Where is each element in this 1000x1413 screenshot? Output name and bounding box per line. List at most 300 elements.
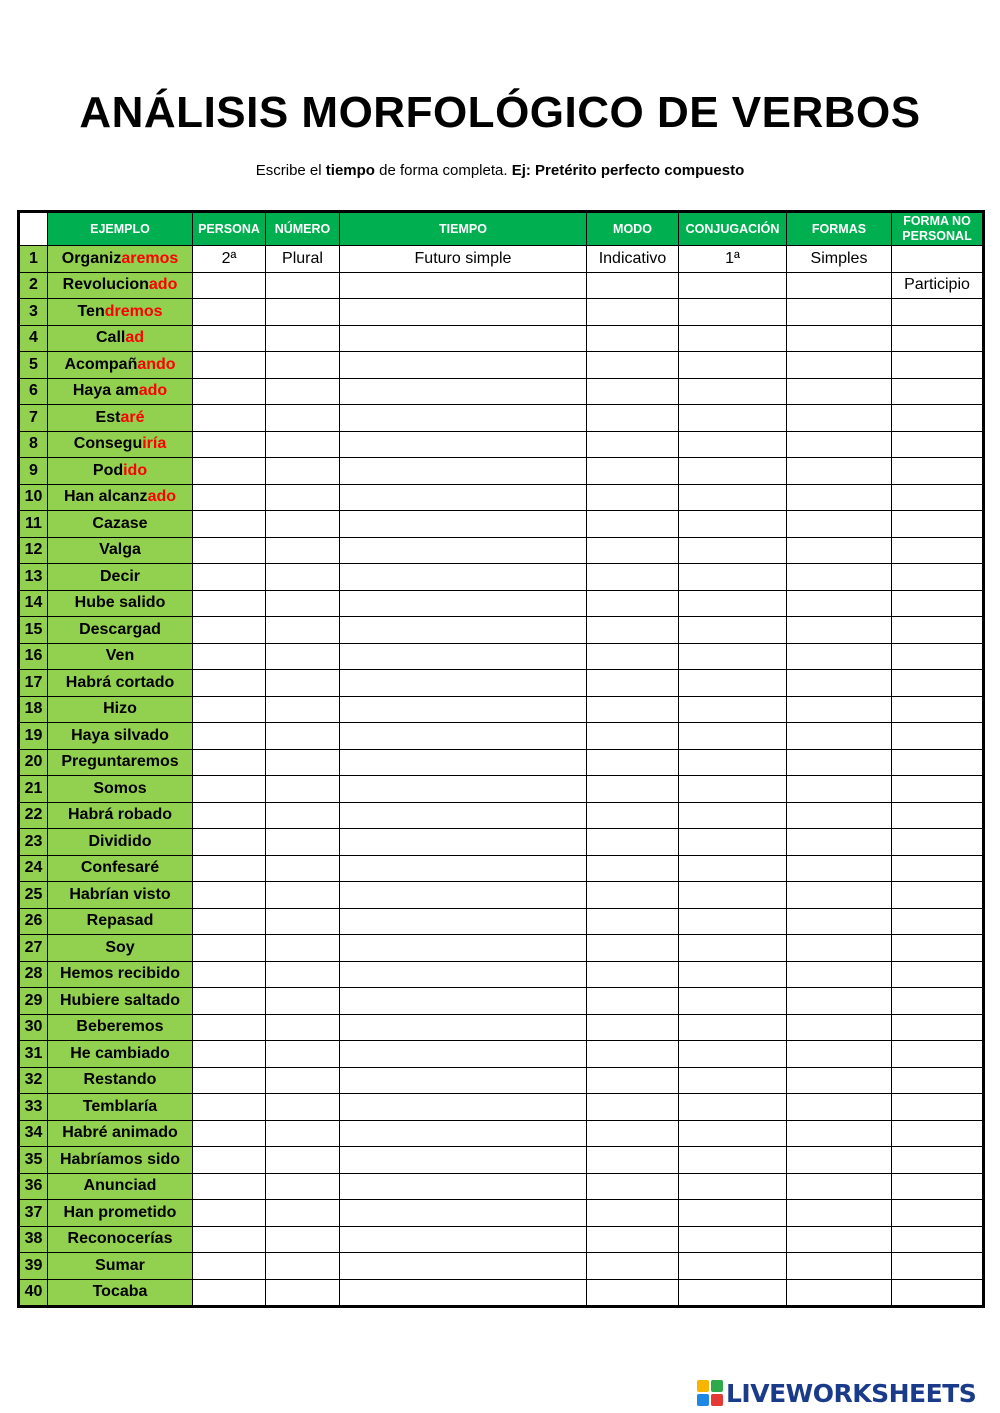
answer-cell-no-personal[interactable]: [892, 537, 984, 564]
answer-cell-modo[interactable]: [587, 802, 679, 829]
answer-cell-persona[interactable]: [193, 749, 266, 776]
answer-cell-tiempo[interactable]: [340, 988, 587, 1015]
answer-cell-no-personal[interactable]: [892, 511, 984, 538]
answer-cell-persona[interactable]: [193, 1067, 266, 1094]
answer-cell-numero[interactable]: [266, 405, 340, 432]
answer-cell-tiempo[interactable]: [340, 431, 587, 458]
answer-cell-modo[interactable]: [587, 405, 679, 432]
answer-cell-modo[interactable]: [587, 564, 679, 591]
answer-cell-formas[interactable]: [787, 1067, 892, 1094]
answer-cell-numero[interactable]: [266, 1200, 340, 1227]
answer-cell-conjugacion[interactable]: [679, 961, 787, 988]
answer-cell-persona[interactable]: [193, 431, 266, 458]
answer-cell-numero[interactable]: [266, 988, 340, 1015]
answer-cell-numero[interactable]: [266, 1147, 340, 1174]
answer-cell-tiempo[interactable]: [340, 299, 587, 326]
answer-cell-persona[interactable]: [193, 723, 266, 750]
answer-cell-formas[interactable]: [787, 1094, 892, 1121]
answer-cell-conjugacion[interactable]: [679, 431, 787, 458]
answer-cell-tiempo[interactable]: [340, 1014, 587, 1041]
answer-cell-numero[interactable]: [266, 1041, 340, 1068]
answer-cell-formas[interactable]: [787, 776, 892, 803]
answer-cell-formas[interactable]: [787, 352, 892, 379]
answer-cell-conjugacion[interactable]: [679, 696, 787, 723]
answer-cell-conjugacion[interactable]: [679, 405, 787, 432]
answer-cell-modo[interactable]: [587, 908, 679, 935]
answer-cell-no-personal[interactable]: [892, 1173, 984, 1200]
answer-cell-formas[interactable]: [787, 670, 892, 697]
answer-cell-formas[interactable]: Simples: [787, 246, 892, 273]
answer-cell-no-personal[interactable]: [892, 617, 984, 644]
answer-cell-persona[interactable]: [193, 670, 266, 697]
answer-cell-tiempo[interactable]: [340, 908, 587, 935]
answer-cell-persona[interactable]: [193, 1014, 266, 1041]
answer-cell-formas[interactable]: [787, 802, 892, 829]
instructions-part-2: tiempo: [325, 162, 375, 179]
answer-cell-formas[interactable]: [787, 1226, 892, 1253]
answer-cell-no-personal[interactable]: [892, 643, 984, 670]
answer-cell-conjugacion[interactable]: [679, 352, 787, 379]
answer-cell-conjugacion[interactable]: [679, 378, 787, 405]
answer-cell-conjugacion[interactable]: [679, 1226, 787, 1253]
answer-cell-persona[interactable]: [193, 1253, 266, 1280]
answer-cell-modo[interactable]: [587, 272, 679, 299]
row-number: 11: [19, 511, 48, 538]
table-row: [19, 643, 984, 670]
answer-cell-formas[interactable]: [787, 272, 892, 299]
answer-cell-tiempo[interactable]: [340, 590, 587, 617]
verb-stem: Habré animado: [62, 1124, 178, 1142]
answer-cell-tiempo[interactable]: [340, 670, 587, 697]
answer-cell-modo[interactable]: [587, 1173, 679, 1200]
answer-cell-tiempo[interactable]: [340, 617, 587, 644]
answer-cell-formas[interactable]: [787, 749, 892, 776]
answer-cell-numero[interactable]: [266, 617, 340, 644]
answer-cell-modo[interactable]: [587, 1147, 679, 1174]
answer-cell-formas[interactable]: [787, 961, 892, 988]
answer-cell-conjugacion[interactable]: [679, 882, 787, 909]
answer-cell-modo[interactable]: [587, 961, 679, 988]
answer-cell-tiempo[interactable]: [340, 325, 587, 352]
answer-cell-no-personal[interactable]: [892, 405, 984, 432]
answer-cell-tiempo[interactable]: [340, 564, 587, 591]
answer-cell-modo[interactable]: [587, 1253, 679, 1280]
answer-cell-numero[interactable]: [266, 935, 340, 962]
answer-cell-no-personal[interactable]: [892, 988, 984, 1015]
answer-cell-no-personal[interactable]: [892, 1067, 984, 1094]
answer-cell-persona[interactable]: [193, 325, 266, 352]
answer-cell-tiempo[interactable]: [340, 1120, 587, 1147]
row-number: 33: [19, 1094, 48, 1121]
answer-cell-numero[interactable]: [266, 458, 340, 485]
answer-cell-tiempo[interactable]: [340, 272, 587, 299]
answer-cell-formas[interactable]: [787, 378, 892, 405]
answer-cell-numero[interactable]: [266, 1014, 340, 1041]
answer-cell-conjugacion[interactable]: [679, 272, 787, 299]
answer-cell-modo[interactable]: [587, 1226, 679, 1253]
answer-cell-conjugacion[interactable]: [679, 776, 787, 803]
answer-cell-tiempo[interactable]: [340, 643, 587, 670]
answer-cell-no-personal[interactable]: [892, 749, 984, 776]
answer-cell-formas[interactable]: [787, 537, 892, 564]
answer-cell-conjugacion[interactable]: [679, 325, 787, 352]
answer-cell-tiempo[interactable]: [340, 829, 587, 856]
answer-cell-numero[interactable]: [266, 643, 340, 670]
answer-cell-formas[interactable]: [787, 723, 892, 750]
answer-cell-no-personal[interactable]: [892, 855, 984, 882]
answer-cell-formas[interactable]: [787, 1120, 892, 1147]
example-verb: [48, 405, 193, 432]
answer-cell-no-personal[interactable]: Participio: [892, 272, 984, 299]
answer-cell-modo[interactable]: [587, 352, 679, 379]
answer-cell-tiempo[interactable]: [340, 378, 587, 405]
answer-cell-modo[interactable]: [587, 1067, 679, 1094]
answer-cell-no-personal[interactable]: [892, 299, 984, 326]
answer-cell-persona[interactable]: [193, 961, 266, 988]
answer-cell-formas[interactable]: [787, 564, 892, 591]
answer-cell-numero[interactable]: [266, 299, 340, 326]
answer-cell-numero[interactable]: [266, 961, 340, 988]
answer-cell-tiempo[interactable]: [340, 484, 587, 511]
header-row: [19, 212, 984, 246]
answer-cell-numero[interactable]: [266, 352, 340, 379]
answer-cell-formas[interactable]: [787, 855, 892, 882]
answer-cell-persona[interactable]: [193, 855, 266, 882]
answer-cell-modo[interactable]: [587, 1279, 679, 1307]
answer-cell-formas[interactable]: [787, 1279, 892, 1307]
answer-cell-tiempo[interactable]: [340, 1253, 587, 1280]
answer-cell-no-personal[interactable]: [892, 670, 984, 697]
answer-cell-tiempo[interactable]: [340, 935, 587, 962]
table-row: [19, 855, 984, 882]
answer-cell-no-personal[interactable]: [892, 1014, 984, 1041]
answer-cell-conjugacion[interactable]: [679, 1173, 787, 1200]
answer-cell-conjugacion[interactable]: [679, 590, 787, 617]
answer-cell-conjugacion[interactable]: [679, 723, 787, 750]
answer-cell-formas[interactable]: [787, 405, 892, 432]
answer-cell-tiempo[interactable]: [340, 802, 587, 829]
answer-cell-no-personal[interactable]: [892, 802, 984, 829]
answer-cell-modo[interactable]: [587, 776, 679, 803]
answer-cell-tiempo[interactable]: [340, 1200, 587, 1227]
answer-cell-no-personal[interactable]: [892, 352, 984, 379]
answer-cell-conjugacion[interactable]: [679, 1200, 787, 1227]
answer-cell-numero[interactable]: [266, 537, 340, 564]
answer-cell-persona[interactable]: [193, 1173, 266, 1200]
answer-cell-tiempo[interactable]: [340, 537, 587, 564]
answer-cell-formas[interactable]: [787, 511, 892, 538]
answer-cell-persona[interactable]: [193, 299, 266, 326]
answer-cell-numero[interactable]: [266, 776, 340, 803]
answer-cell-formas[interactable]: [787, 1200, 892, 1227]
answer-cell-tiempo[interactable]: [340, 723, 587, 750]
answer-cell-conjugacion[interactable]: [679, 670, 787, 697]
answer-cell-conjugacion[interactable]: [679, 564, 787, 591]
answer-cell-formas[interactable]: [787, 696, 892, 723]
answer-cell-no-personal[interactable]: [892, 1041, 984, 1068]
answer-cell-persona[interactable]: [193, 405, 266, 432]
answer-cell-conjugacion[interactable]: [679, 537, 787, 564]
answer-cell-conjugacion[interactable]: [679, 1253, 787, 1280]
answer-cell-modo[interactable]: [587, 458, 679, 485]
answer-cell-conjugacion[interactable]: [679, 643, 787, 670]
answer-cell-formas[interactable]: [787, 1173, 892, 1200]
answer-cell-persona[interactable]: [193, 829, 266, 856]
answer-cell-persona[interactable]: [193, 1041, 266, 1068]
answer-cell-conjugacion[interactable]: [679, 484, 787, 511]
answer-cell-numero[interactable]: [266, 749, 340, 776]
answer-cell-tiempo[interactable]: [340, 405, 587, 432]
answer-cell-numero[interactable]: [266, 1226, 340, 1253]
answer-cell-numero[interactable]: [266, 325, 340, 352]
answer-cell-formas[interactable]: [787, 458, 892, 485]
answer-cell-no-personal[interactable]: [892, 961, 984, 988]
answer-cell-persona[interactable]: [193, 1226, 266, 1253]
liveworksheets-logo-icon: [697, 1380, 723, 1406]
verb-stem: Beberemos: [76, 1018, 164, 1036]
answer-cell-conjugacion[interactable]: [679, 908, 787, 935]
answer-cell-tiempo[interactable]: [340, 1226, 587, 1253]
answer-cell-persona[interactable]: [193, 935, 266, 962]
answer-cell-tiempo[interactable]: [340, 1067, 587, 1094]
answer-cell-tiempo[interactable]: [340, 749, 587, 776]
answer-cell-persona[interactable]: [193, 1094, 266, 1121]
answer-cell-conjugacion[interactable]: [679, 749, 787, 776]
answer-cell-no-personal[interactable]: [892, 325, 984, 352]
answer-cell-modo[interactable]: [587, 511, 679, 538]
answer-cell-persona[interactable]: [193, 1279, 266, 1307]
answer-cell-numero[interactable]: [266, 723, 340, 750]
answer-cell-numero[interactable]: [266, 511, 340, 538]
answer-cell-modo[interactable]: [587, 723, 679, 750]
answer-cell-no-personal[interactable]: [892, 458, 984, 485]
answer-cell-persona[interactable]: [193, 352, 266, 379]
answer-cell-numero[interactable]: [266, 1067, 340, 1094]
answer-cell-tiempo[interactable]: [340, 1094, 587, 1121]
answer-cell-numero[interactable]: [266, 696, 340, 723]
answer-cell-numero[interactable]: [266, 829, 340, 856]
answer-cell-no-personal[interactable]: [892, 378, 984, 405]
answer-cell-modo[interactable]: [587, 882, 679, 909]
answer-cell-modo[interactable]: [587, 1094, 679, 1121]
answer-cell-modo[interactable]: [587, 829, 679, 856]
answer-cell-no-personal[interactable]: [892, 1147, 984, 1174]
answer-cell-formas[interactable]: [787, 299, 892, 326]
answer-cell-tiempo[interactable]: [340, 696, 587, 723]
answer-cell-no-personal[interactable]: [892, 882, 984, 909]
answer-cell-formas[interactable]: [787, 1014, 892, 1041]
answer-cell-numero[interactable]: [266, 908, 340, 935]
answer-cell-modo[interactable]: [587, 855, 679, 882]
answer-cell-formas[interactable]: [787, 882, 892, 909]
answer-cell-formas[interactable]: [787, 643, 892, 670]
answer-cell-formas[interactable]: [787, 1041, 892, 1068]
answer-cell-modo[interactable]: Indicativo: [587, 246, 679, 273]
example-verb: [48, 272, 193, 299]
answer-cell-no-personal[interactable]: [892, 1253, 984, 1280]
verb-stem: Soy: [105, 938, 135, 956]
answer-cell-numero[interactable]: Plural: [266, 246, 340, 273]
answer-cell-conjugacion[interactable]: [679, 1094, 787, 1121]
answer-cell-tiempo[interactable]: [340, 511, 587, 538]
answer-cell-persona[interactable]: [193, 643, 266, 670]
answer-cell-persona[interactable]: [193, 537, 266, 564]
answer-cell-persona[interactable]: [193, 908, 266, 935]
answer-cell-no-personal[interactable]: [892, 246, 984, 273]
answer-cell-conjugacion[interactable]: [679, 1120, 787, 1147]
answer-cell-persona[interactable]: [193, 511, 266, 538]
answer-cell-conjugacion[interactable]: [679, 1279, 787, 1307]
answer-cell-tiempo[interactable]: [340, 1173, 587, 1200]
answer-cell-conjugacion[interactable]: [679, 1014, 787, 1041]
answer-cell-modo[interactable]: [587, 670, 679, 697]
answer-cell-numero[interactable]: [266, 882, 340, 909]
answer-cell-no-personal[interactable]: [892, 1279, 984, 1307]
answer-cell-formas[interactable]: [787, 431, 892, 458]
example-verb: [48, 511, 193, 538]
answer-cell-persona[interactable]: [193, 617, 266, 644]
answer-cell-tiempo[interactable]: [340, 1147, 587, 1174]
answer-cell-numero[interactable]: [266, 378, 340, 405]
answer-cell-modo[interactable]: [587, 988, 679, 1015]
answer-cell-modo[interactable]: [587, 643, 679, 670]
answer-cell-modo[interactable]: [587, 1200, 679, 1227]
answer-cell-persona[interactable]: [193, 802, 266, 829]
answer-cell-conjugacion[interactable]: [679, 802, 787, 829]
answer-cell-numero[interactable]: [266, 431, 340, 458]
answer-cell-no-personal[interactable]: [892, 1094, 984, 1121]
answer-cell-numero[interactable]: [266, 1253, 340, 1280]
verb-stem: He cambiado: [70, 1044, 170, 1062]
answer-cell-no-personal[interactable]: [892, 1200, 984, 1227]
answer-cell-formas[interactable]: [787, 617, 892, 644]
answer-cell-no-personal[interactable]: [892, 935, 984, 962]
answer-cell-persona[interactable]: [193, 590, 266, 617]
answer-cell-conjugacion[interactable]: [679, 829, 787, 856]
answer-cell-tiempo[interactable]: [340, 1041, 587, 1068]
answer-cell-no-personal[interactable]: [892, 590, 984, 617]
answer-cell-formas[interactable]: [787, 829, 892, 856]
answer-cell-conjugacion[interactable]: [679, 299, 787, 326]
answer-cell-persona[interactable]: [193, 1200, 266, 1227]
answer-cell-no-personal[interactable]: [892, 829, 984, 856]
answer-cell-persona[interactable]: [193, 776, 266, 803]
answer-cell-modo[interactable]: [587, 617, 679, 644]
row-number: 22: [19, 802, 48, 829]
answer-cell-formas[interactable]: [787, 1253, 892, 1280]
answer-cell-numero[interactable]: [266, 802, 340, 829]
answer-cell-formas[interactable]: [787, 1147, 892, 1174]
answer-cell-no-personal[interactable]: [892, 431, 984, 458]
answer-cell-conjugacion[interactable]: [679, 458, 787, 485]
answer-cell-numero[interactable]: [266, 1120, 340, 1147]
answer-cell-no-personal[interactable]: [892, 723, 984, 750]
answer-cell-conjugacion[interactable]: [679, 855, 787, 882]
answer-cell-formas[interactable]: [787, 908, 892, 935]
answer-cell-formas[interactable]: [787, 988, 892, 1015]
table-row: [19, 670, 984, 697]
answer-cell-no-personal[interactable]: [892, 776, 984, 803]
answer-cell-numero[interactable]: [266, 1279, 340, 1307]
answer-cell-no-personal[interactable]: [892, 564, 984, 591]
answer-cell-persona[interactable]: [193, 1147, 266, 1174]
answer-cell-persona[interactable]: [193, 272, 266, 299]
answer-cell-modo[interactable]: [587, 378, 679, 405]
answer-cell-tiempo[interactable]: [340, 855, 587, 882]
row-number: 1: [19, 246, 48, 273]
answer-cell-conjugacion[interactable]: [679, 1147, 787, 1174]
answer-cell-persona[interactable]: [193, 696, 266, 723]
answer-cell-numero[interactable]: [266, 272, 340, 299]
answer-cell-formas[interactable]: [787, 325, 892, 352]
answer-cell-modo[interactable]: [587, 749, 679, 776]
answer-cell-no-personal[interactable]: [892, 484, 984, 511]
answer-cell-numero[interactable]: [266, 855, 340, 882]
answer-cell-formas[interactable]: [787, 935, 892, 962]
answer-cell-no-personal[interactable]: [892, 696, 984, 723]
answer-cell-persona[interactable]: [193, 1120, 266, 1147]
answer-cell-conjugacion[interactable]: [679, 617, 787, 644]
answer-cell-tiempo[interactable]: Futuro simple: [340, 246, 587, 273]
answer-cell-numero[interactable]: [266, 564, 340, 591]
row-number: 20: [19, 749, 48, 776]
answer-cell-modo[interactable]: [587, 431, 679, 458]
answer-cell-modo[interactable]: [587, 696, 679, 723]
answer-cell-no-personal[interactable]: [892, 1120, 984, 1147]
answer-cell-persona[interactable]: [193, 378, 266, 405]
answer-cell-tiempo[interactable]: [340, 882, 587, 909]
answer-cell-persona[interactable]: [193, 564, 266, 591]
answer-cell-numero[interactable]: [266, 484, 340, 511]
answer-cell-numero[interactable]: [266, 590, 340, 617]
answer-cell-modo[interactable]: [587, 1120, 679, 1147]
answer-cell-tiempo[interactable]: [340, 961, 587, 988]
answer-cell-persona[interactable]: [193, 988, 266, 1015]
answer-cell-conjugacion[interactable]: [679, 988, 787, 1015]
answer-cell-modo[interactable]: [587, 325, 679, 352]
answer-cell-persona[interactable]: [193, 484, 266, 511]
answer-cell-no-personal[interactable]: [892, 908, 984, 935]
answer-cell-formas[interactable]: [787, 590, 892, 617]
answer-cell-conjugacion[interactable]: 1ª: [679, 246, 787, 273]
row-number: 28: [19, 961, 48, 988]
answer-cell-modo[interactable]: [587, 299, 679, 326]
answer-cell-numero[interactable]: [266, 670, 340, 697]
answer-cell-persona[interactable]: [193, 458, 266, 485]
answer-cell-persona[interactable]: 2ª: [193, 246, 266, 273]
answer-cell-conjugacion[interactable]: [679, 1041, 787, 1068]
answer-cell-modo[interactable]: [587, 1014, 679, 1041]
answer-cell-numero[interactable]: [266, 1173, 340, 1200]
answer-cell-modo[interactable]: [587, 484, 679, 511]
answer-cell-tiempo[interactable]: [340, 352, 587, 379]
answer-cell-modo[interactable]: [587, 590, 679, 617]
answer-cell-modo[interactable]: [587, 537, 679, 564]
answer-cell-modo[interactable]: [587, 1041, 679, 1068]
answer-cell-tiempo[interactable]: [340, 776, 587, 803]
example-verb: [48, 1173, 193, 1200]
answer-cell-modo[interactable]: [587, 935, 679, 962]
answer-cell-no-personal[interactable]: [892, 1226, 984, 1253]
answer-cell-conjugacion[interactable]: [679, 1067, 787, 1094]
answer-cell-conjugacion[interactable]: [679, 511, 787, 538]
answer-cell-conjugacion[interactable]: [679, 935, 787, 962]
answer-cell-numero[interactable]: [266, 1094, 340, 1121]
answer-cell-tiempo[interactable]: [340, 1279, 587, 1307]
answer-cell-formas[interactable]: [787, 484, 892, 511]
answer-cell-persona[interactable]: [193, 882, 266, 909]
answer-cell-tiempo[interactable]: [340, 458, 587, 485]
